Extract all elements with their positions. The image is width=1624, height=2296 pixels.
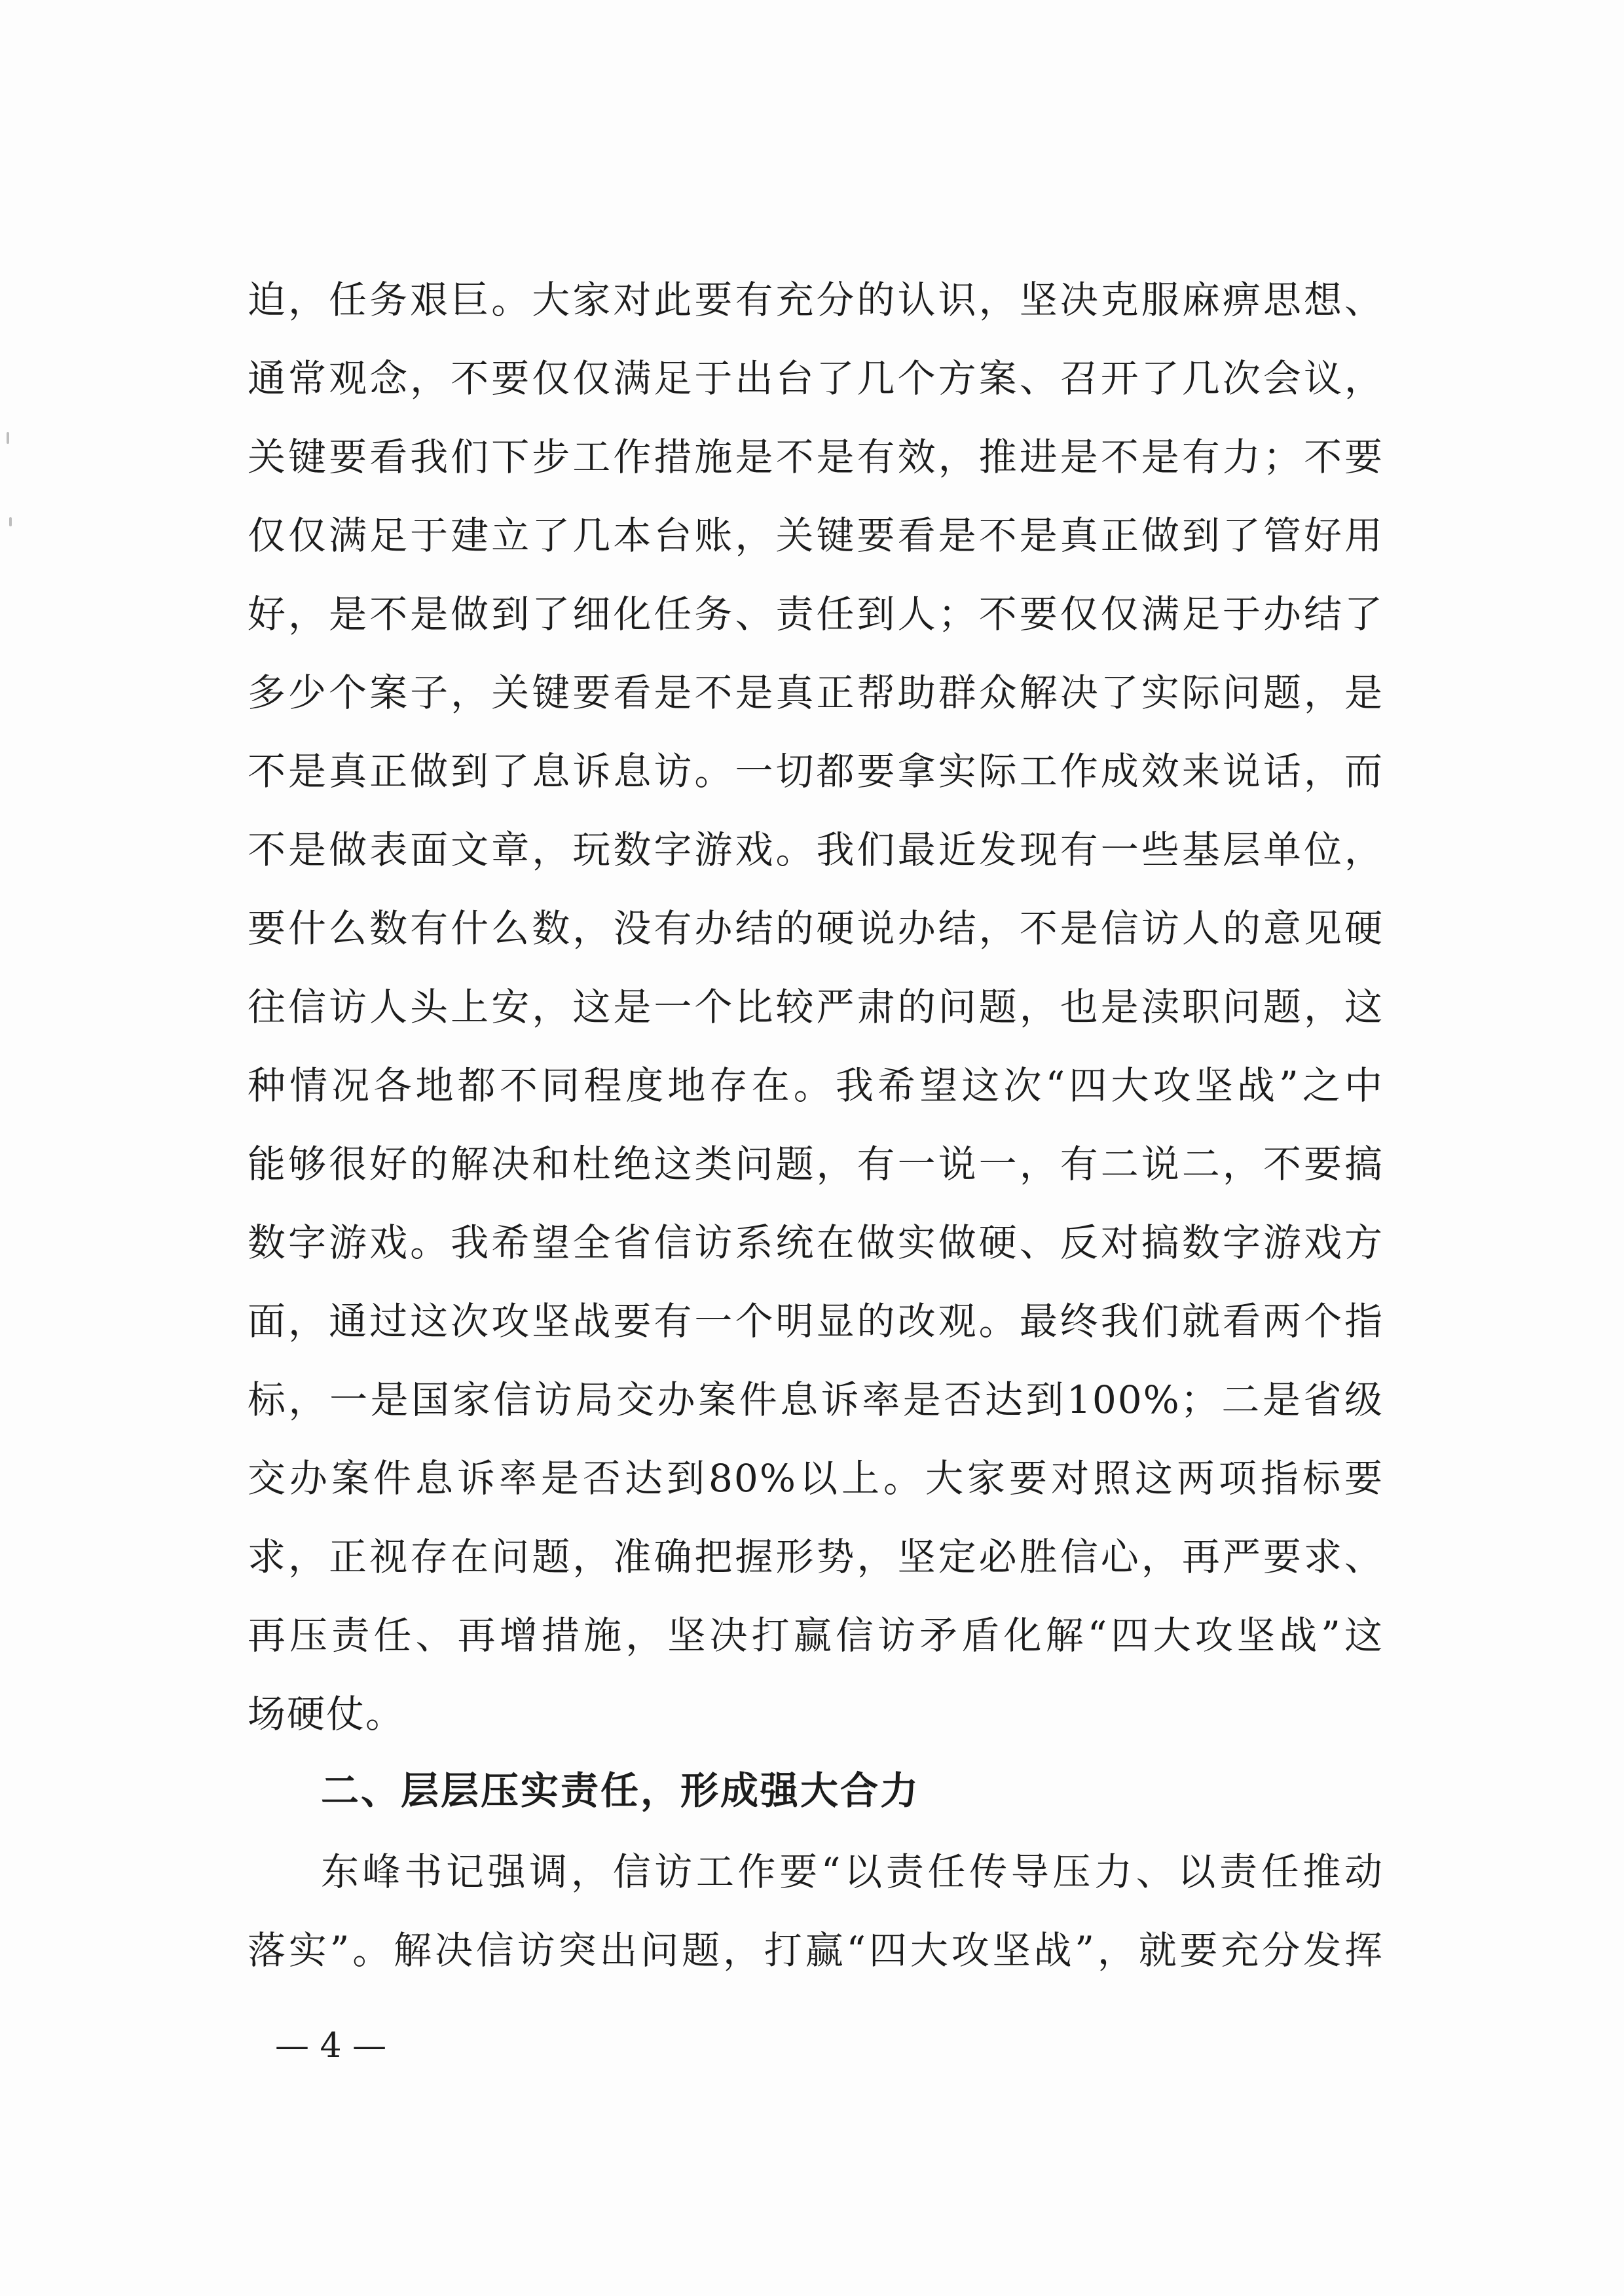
text-line: 仅仅满足于建立了几本台账，关键要看是不是真正做到了管好用 <box>248 513 1384 558</box>
text-line: 能够很好的解决和杜绝这类问题，有一说一，有二说二，不要搞 <box>248 1142 1384 1186</box>
text-line: 通常观念，不要仅仅满足于出台了几个方案、召开了几次会议， <box>248 356 1384 401</box>
text-line: 好，是不是做到了细化任务、责任到人；不要仅仅满足于办结了 <box>248 592 1384 636</box>
scan-artifact <box>9 517 12 526</box>
text-line: 往信访人头上安，这是一个比较严肃的问题，也是渎职问题，这 <box>248 985 1384 1029</box>
text-line: 不是做表面文章，玩数字游戏。我们最近发现有一些基层单位， <box>248 828 1384 872</box>
text-line: 交办案件息诉率是否达到80%以上。大家要对照这两项指标要 <box>248 1456 1384 1501</box>
text-line: 关键要看我们下步工作措施是不是有效，推进是不是有力；不要 <box>248 435 1384 479</box>
page-number: — 4 — <box>275 2026 387 2066</box>
text-line: 再压责任、再增措施，坚决打赢信访矛盾化解“四大攻坚战”这 <box>248 1613 1384 1658</box>
text-line: 数字游戏。我希望全省信访系统在做实做硬、反对搞数字游戏方 <box>248 1220 1384 1265</box>
text-line: 东峰书记强调，信访工作要“以责任传导压力、以责任推动 <box>321 1850 1384 1894</box>
text-line: 迫，任务艰巨。大家对此要有充分的认识，坚决克服麻痹思想、 <box>248 278 1384 322</box>
text-line: 种情况各地都不同程度地存在。我希望这次“四大攻坚战”之中 <box>248 1063 1384 1108</box>
text-line: 落实”。解决信访突出问题，打赢“四大攻坚战”，就要充分发挥 <box>248 1928 1384 1973</box>
text-line: 不是真正做到了息诉息访。一切都要拿实际工作成效来说话，而 <box>248 749 1384 793</box>
body-paragraph <box>248 261 1384 1753</box>
text-line: 面，通过这次攻坚战要有一个明显的改观。最终我们就看两个指 <box>248 1299 1384 1343</box>
text-line: 场硬仗。 <box>248 1692 405 1736</box>
section-paragraph <box>248 1832 1384 1990</box>
text-line: 标，一是国家信访局交办案件息诉率是否达到100%；二是省级 <box>248 1377 1384 1422</box>
text-line: 要什么数有什么数，没有办结的硬说办结，不是信访人的意见硬 <box>248 906 1384 951</box>
section-heading: 二、层层压实责任，形成强大合力 <box>321 1768 921 1813</box>
text-line: 求，正视存在问题，准确把握形势，坚定必胜信心，再严要求、 <box>248 1535 1384 1579</box>
text-line: 多少个案子，关键要看是不是真正帮助群众解决了实际问题，是 <box>248 670 1384 715</box>
scan-artifact <box>7 432 9 444</box>
